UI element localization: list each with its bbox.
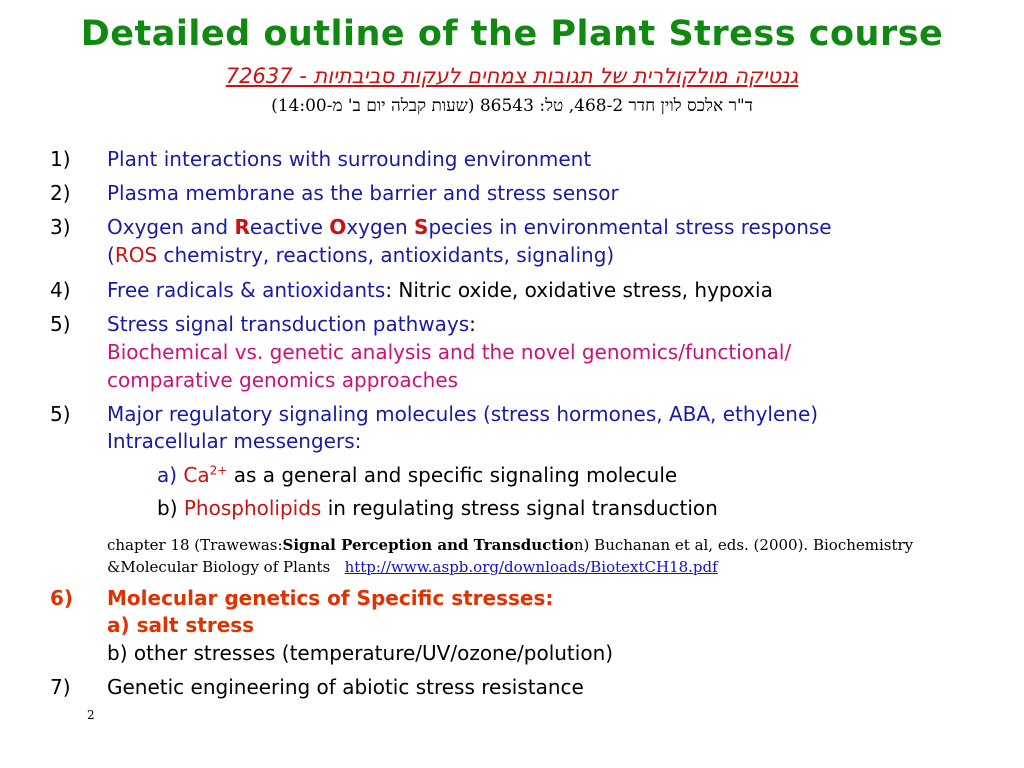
reference-link[interactable]: http://www.aspb.org/downloads/BiotextCH18.pdf: [344, 558, 718, 576]
page-number: 2: [87, 708, 95, 722]
hebrew-subtitle: גנטיקה מולקולרית של תגובות צמחים לעקות סביבתיות - 72637: [225, 64, 799, 88]
item-text: Plant interactions with surrounding environment: [107, 147, 592, 171]
sub-item-b: [157, 494, 718, 522]
item-text-line2: Intracellular messengers:: [107, 429, 362, 453]
item-text-part: eactive: [249, 215, 330, 239]
instructor-info: ד"ר אלכס לוין חדר 468-2, טל: 86543 (שעות קבלה יום ב' מ-14:00): [271, 96, 753, 116]
item-number: 1): [50, 147, 71, 171]
reference-text: n) Buchanan et al, eds. (2000). Biochemistry: [573, 536, 914, 554]
reference-text: &Molecular Biology of Plants: [107, 558, 345, 576]
item-text-line3: b) other stresses (temperature/UV/ozone/polution): [107, 641, 614, 665]
item-text: Major regulatory signaling molecules (stress hormones, ABA, ethylene): [107, 402, 819, 426]
item-number: 3): [50, 215, 71, 239]
item-text: [107, 276, 773, 304]
item-text: Molecular genetics of Specific stresses:: [107, 586, 554, 610]
item-text-part: chemistry, reactions, antioxidants, signaling): [157, 243, 615, 267]
ros-letter-s: S: [414, 215, 429, 239]
sub-item-a: [157, 461, 677, 489]
item-text-line2: a) salt stress: [107, 613, 255, 637]
item-text-line2: Biochemical vs. genetic analysis and the novel genomics/functional/: [107, 340, 792, 364]
calcium-label: Ca: [183, 463, 210, 487]
reference: [107, 534, 913, 578]
reference-bold: Signal Perception and Transductio: [282, 536, 574, 554]
item-number: 7): [50, 675, 71, 699]
reference-line2: [107, 556, 913, 578]
item-text-part: Oxygen and: [107, 215, 235, 239]
phospholipids-label: Phospholipids: [183, 496, 322, 520]
item-number: 2): [50, 181, 71, 205]
item-text-line2: [107, 241, 614, 269]
item-text: [107, 213, 832, 241]
sub-item-label: b): [157, 496, 184, 520]
ros-abbrev: ROS: [114, 243, 158, 267]
sub-item-text: as a general and specific signaling molecule: [227, 463, 678, 487]
ros-letter-r: R: [234, 215, 250, 239]
item-text-part: : Nitric oxide, oxidative stress, hypoxia: [385, 278, 773, 302]
sub-item-label: a): [157, 463, 184, 487]
item-text-part: Stress signal transduction pathways: [107, 312, 470, 336]
item-number: 5): [50, 312, 71, 336]
sub-item-text: in regulating stress signal transduction: [321, 496, 718, 520]
item-text: Plasma membrane as the barrier and stress sensor: [107, 181, 619, 205]
item-text: Genetic engineering of abiotic stress resistance: [107, 675, 584, 699]
item-text-part: :: [469, 312, 476, 336]
reference-line1: [107, 534, 913, 556]
item-text-part: (: [107, 243, 115, 267]
ros-letter-o: O: [329, 215, 347, 239]
reference-text: chapter 18 (Trawewas:: [107, 536, 283, 554]
item-text-part: pecies in environmental stress response: [428, 215, 832, 239]
item-number: 5): [50, 402, 71, 426]
item-text: [107, 310, 476, 338]
item-number: 4): [50, 278, 71, 302]
slide-title: Detailed outline of the Plant Stress course: [80, 14, 944, 54]
item-text-part: Free radicals & antioxidants: [107, 278, 386, 302]
item-text-line3: comparative genomics approaches: [107, 368, 459, 392]
calcium-charge: 2+: [209, 463, 228, 478]
item-text-part: xygen: [346, 215, 415, 239]
item-number: 6): [50, 586, 74, 610]
